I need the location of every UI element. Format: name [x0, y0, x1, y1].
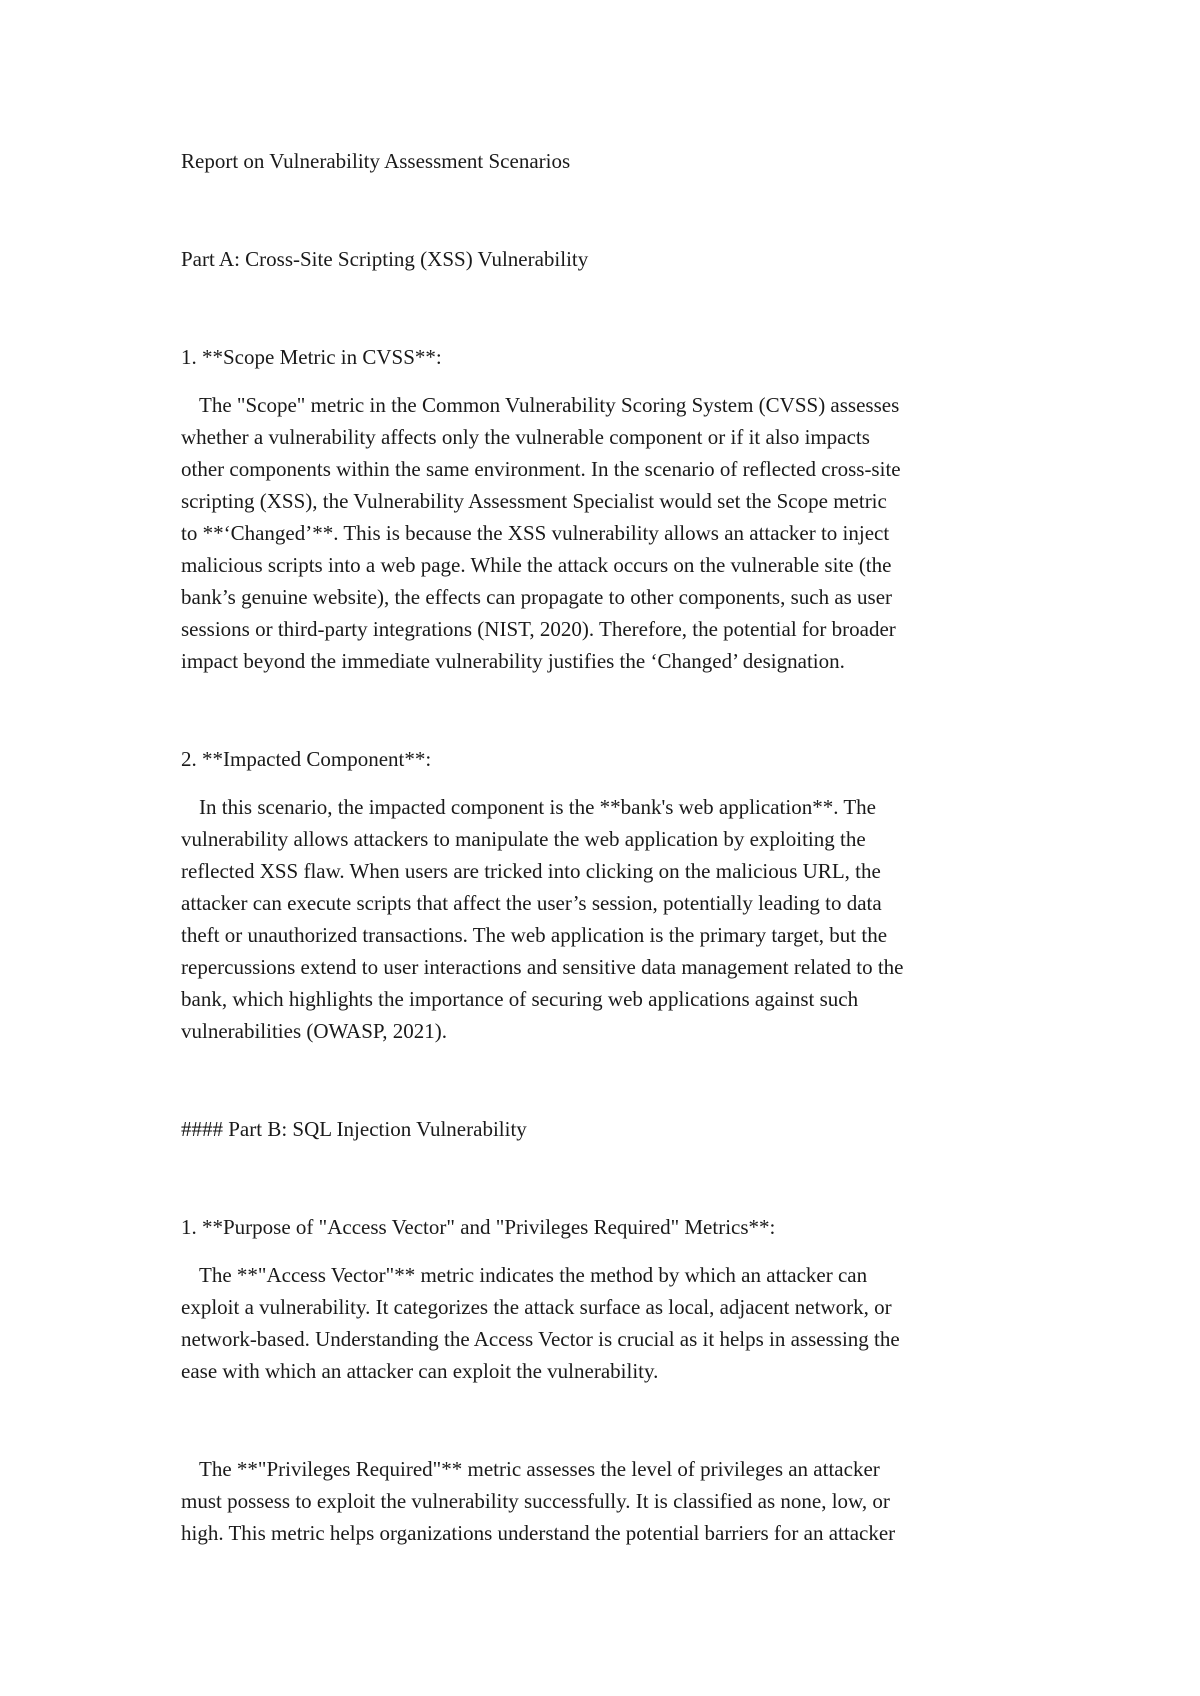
paragraph-line: vulnerabilities (OWASP, 2021). [181, 1019, 447, 1043]
paragraph-line: must possess to exploit the vulnerability successfully. It is classified as none, low, or [181, 1489, 890, 1513]
paragraph-line: other components within the same environment. In the scenario of reflected cross-site [181, 457, 901, 481]
paragraph-line: sessions or third-party integrations (NIST, 2020). Therefore, the potential for broader [181, 617, 896, 641]
part-a-heading: Part A: Cross-Site Scripting (XSS) Vulnerability [181, 247, 589, 271]
paragraph-line: scripting (XSS), the Vulnerability Assessment Specialist would set the Scope metric [181, 489, 887, 513]
paragraph-line: bank, which highlights the importance of securing web applications against such [181, 987, 859, 1011]
paragraph-line: reflected XSS flaw. When users are tricked into clicking on the malicious URL, the [181, 859, 881, 883]
privileges-required-paragraph [181, 1453, 1041, 1549]
paragraph-line: The **"Access Vector"** metric indicates the method by which an attacker can [199, 1263, 868, 1287]
paragraph-line: impact beyond the immediate vulnerability justifies the ‘Changed’ designation. [181, 649, 845, 673]
paragraph-line: theft or unauthorized transactions. The web application is the primary target, but the [181, 923, 888, 947]
metrics-purpose-heading: 1. **Purpose of "Access Vector" and "Privileges Required" Metrics**: [181, 1215, 776, 1239]
document-body [181, 145, 1041, 1549]
paragraph-line: vulnerability allows attackers to manipulate the web application by exploiting the [181, 827, 866, 851]
paragraph-line: attacker can execute scripts that affect the user’s session, potentially leading to data [181, 891, 882, 915]
paragraph-line: malicious scripts into a web page. While the attack occurs on the vulnerable site (the [181, 553, 892, 577]
paragraph-line: ease with which an attacker can exploit the vulnerability. [181, 1359, 659, 1383]
paragraph-line: to **‘Changed’**. This is because the XSS vulnerability allows an attacker to inject [181, 521, 890, 545]
paragraph-line: bank’s genuine website), the effects can propagate to other components, such as user [181, 585, 893, 609]
document-title: Report on Vulnerability Assessment Scenarios [181, 149, 571, 173]
paragraph-line: exploit a vulnerability. It categorizes the attack surface as local, adjacent network, or [181, 1295, 892, 1319]
paragraph-line: In this scenario, the impacted component is the **bank's web application**. The [199, 795, 876, 819]
scope-metric-heading: 1. **Scope Metric in CVSS**: [181, 345, 442, 369]
access-vector-paragraph [181, 1259, 1041, 1387]
scope-metric-paragraph [181, 389, 1041, 677]
paragraph-line: whether a vulnerability affects only the vulnerable component or if it also impacts [181, 425, 870, 449]
part-b-heading: #### Part B: SQL Injection Vulnerability [181, 1117, 527, 1141]
paragraph-line: The **"Privileges Required"** metric assesses the level of privileges an attacker [199, 1457, 880, 1481]
impacted-component-heading: 2. **Impacted Component**: [181, 747, 432, 771]
paragraph-line: network-based. Understanding the Access Vector is crucial as it helps in assessing the [181, 1327, 900, 1351]
paragraph-line: high. This metric helps organizations understand the potential barriers for an attacker [181, 1521, 896, 1545]
impacted-component-paragraph [181, 791, 1041, 1047]
paragraph-line: repercussions extend to user interactions and sensitive data management related to the [181, 955, 904, 979]
paragraph-line: The "Scope" metric in the Common Vulnerability Scoring System (CVSS) assesses [199, 393, 900, 417]
